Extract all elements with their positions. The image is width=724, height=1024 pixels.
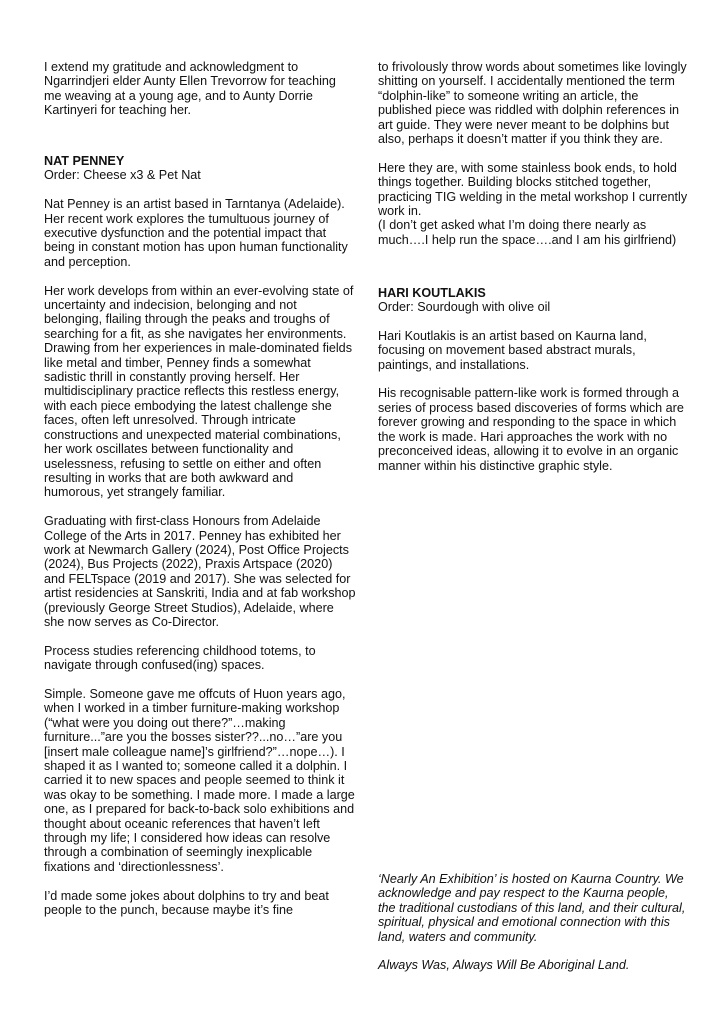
intro-acknowledgment: I extend my gratitude and acknowledgment to Ngarrindjeri elder Aunty Ellen Trevorrow for teaching me weaving at a young age, and to Aunty Dorrie Kartinyeri for teaching her. — [44, 60, 336, 118]
nat-bio-paragraph: Nat Penney is an artist based in Tarntanya (Adelaide). Her recent work explores the tumultuous journey of executive dysfunction and the potential impact that being in constant motion has upon human functionality and perception. — [44, 197, 348, 269]
nat-statement-continued: Here they are, with some stainless book ends, to hold things together. Building blocks stitched together, practicing TIG welding in the metal workshop I currently work in. (I don’t get asked what I’m doing there nearly as much….I help run the space….and I am his girlfriend) — [378, 160, 688, 247]
acknowledgement-tagline: Always Was, Always Will Be Aboriginal Land. — [378, 958, 630, 973]
nat-statement-paragraph: I’d made some jokes about dolphins to try and beat people to the punch, because maybe it’s fine — [44, 888, 329, 918]
nat-bio-paragraph: Her work develops from within an ever-evolving state of uncertainty and indecision, belonging and not belonging, flailing through the peaks and troughs of searching for a fit, as she navigates her environments. Drawing from her experiences in male-dominated fields like metal and timber, Penney finds a somewhat sadistic thrill in constantly proving herself. Her multidisciplinary practice reflects this restless energy, with each piece embodying the latest challenge she faces, often left unresolved. Through intricate constructions and unexpected material combinations, her work oscillates between functionality and uselessness, refusing to settle on either and often resulting in works that are both awkward and humorous, yet strangely familiar. — [44, 283, 354, 500]
nat-statement-continued: to frivolously throw words about sometimes like lovingly shitting on yourself. I accidentally mentioned the term “dolphin-like” to someone writing an article, the published piece was riddled with dolphin references in art guide. They were never meant to be dolphins but also, perhaps it doesn’t matter if you think they are. — [378, 60, 687, 147]
artist-name-nat-penney: NAT PENNEY — [44, 154, 125, 169]
hari-bio-paragraph: His recognisable pattern-like work is formed through a series of process based discoveries of forms which are forever growing and responding to the space in which the work is made. Hari approaches the work with no preconceived ideas, allowing it to evolve in an organic manner within his distinctive graphic style. — [378, 386, 684, 473]
artist-name-hari-koutlakis: HARI KOUTLAKIS — [378, 285, 486, 300]
nat-statement-paragraph: Process studies referencing childhood totems, to navigate through confused(ing) spaces. — [44, 643, 316, 673]
right-column — [378, 60, 688, 487]
left-column — [44, 60, 356, 932]
hari-bio-paragraph: Hari Koutlakis is an artist based on Kaurna land, focusing on movement based abstract murals, paintings, and installations. — [378, 328, 647, 372]
artist-order-nat-penney: Order: Cheese x3 & Pet Nat — [44, 168, 201, 183]
artist-order-hari-koutlakis: Order: Sourdough with olive oil — [378, 300, 551, 315]
country-acknowledgement — [378, 872, 688, 987]
nat-statement-paragraph: Simple. Someone gave me offcuts of Huon years ago, when I worked in a timber furniture-making workshop (“what were you doing out there?”…making furniture...”are you the bosses sister??...no…”are you [insert male colleague name]’s girlfriend?”…nope…). I shaped it as I wanted to; someone called it a dolphin. I carried it to new spaces and people seemed to think it was okay to be something. I made more. I made a large one, as I prepared for back-to-back solo exhibitions and thought about oceanic references that haven’t left through my life; I considered how ideas can resolve through a combination of seemingly inexplicable fixations and ‘directionlessness’. — [44, 686, 355, 874]
nat-bio-paragraph: Graduating with first-class Honours from Adelaide College of the Arts in 2017. Penney has exhibited her work at Newmarch Gallery (2024), Post Office Projects (2024), Bus Projects (2022), Praxis Artspace (2020) and FELTspace (2019 and 2017). She was selected for artist residencies at Sanskriti, India and at fab workshop (previously George Street Studios), Adelaide, where she now serves as Co-Director. — [44, 514, 356, 629]
acknowledgement-text: ‘Nearly An Exhibition’ is hosted on Kaurna Country. We acknowledge and pay respect to the Kaurna people, the traditional custodians of this land, and their cultural, spiritual, physical and emotional connection with this land, waters and community. — [378, 872, 686, 944]
